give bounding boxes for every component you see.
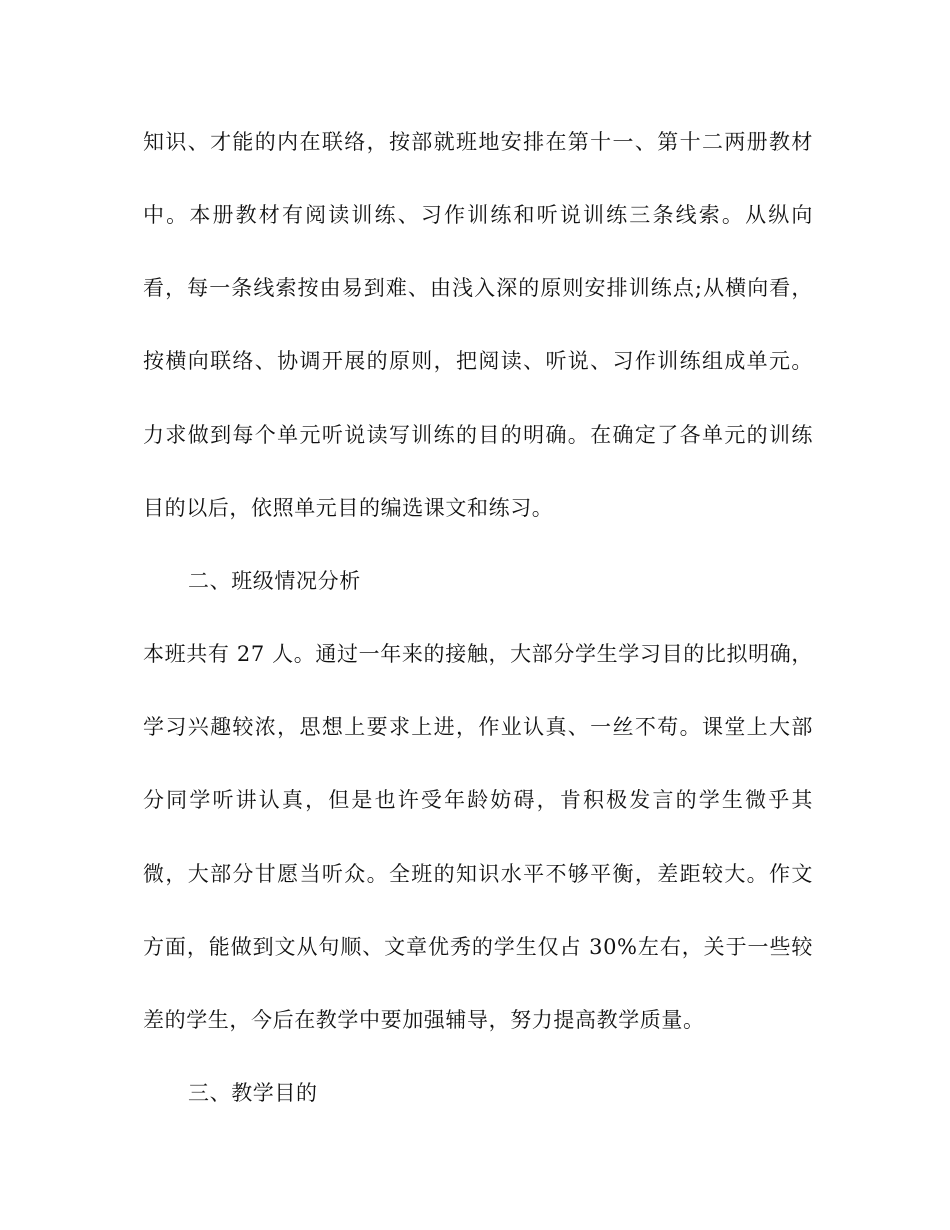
paragraph-line: 分同学听讲认真，但是也许受年龄妨碍，肯积极发言的学生微乎其	[143, 788, 813, 812]
paragraph-line: 方面，能做到文从句顺、文章优秀的学生仅占 30%左右，关于一些较	[143, 935, 813, 959]
paragraph-line: 中。本册教材有阅读训练、习作训练和听说训练三条线索。从纵向	[143, 203, 813, 227]
paragraph-line: 知识、才能的内在联络，按部就班地安排在第十一、第十二两册教材	[143, 130, 813, 154]
paragraph-line: 按横向联络、协调开展的原则，把阅读、听说、习作训练组成单元。	[143, 349, 813, 373]
paragraph-line: 差的学生，今后在教学中要加强辅导，努力提高教学质量。	[143, 1008, 705, 1032]
paragraph-line: 微，大部分甘愿当听众。全班的知识水平不够平衡，差距较大。作文	[143, 862, 813, 886]
section-heading: 二、班级情况分析	[188, 569, 361, 593]
paragraph-line: 本班共有 27 人。通过一年来的接触，大部分学生学习目的比拟明确，	[143, 642, 813, 666]
paragraph-line: 力求做到每个单元听说读写训练的目的明确。在确定了各单元的训练	[143, 423, 813, 447]
section-heading: 三、教学目的	[188, 1081, 318, 1105]
paragraph-line: 目的以后，依照单元目的编选课文和练习。	[143, 496, 554, 520]
paragraph-line: 看，每一条线索按由易到难、由浅入深的原则安排训练点;从横向看，	[143, 276, 813, 300]
paragraph-line: 学习兴趣较浓，思想上要求上进，作业认真、一丝不苟。课堂上大部	[143, 715, 813, 739]
